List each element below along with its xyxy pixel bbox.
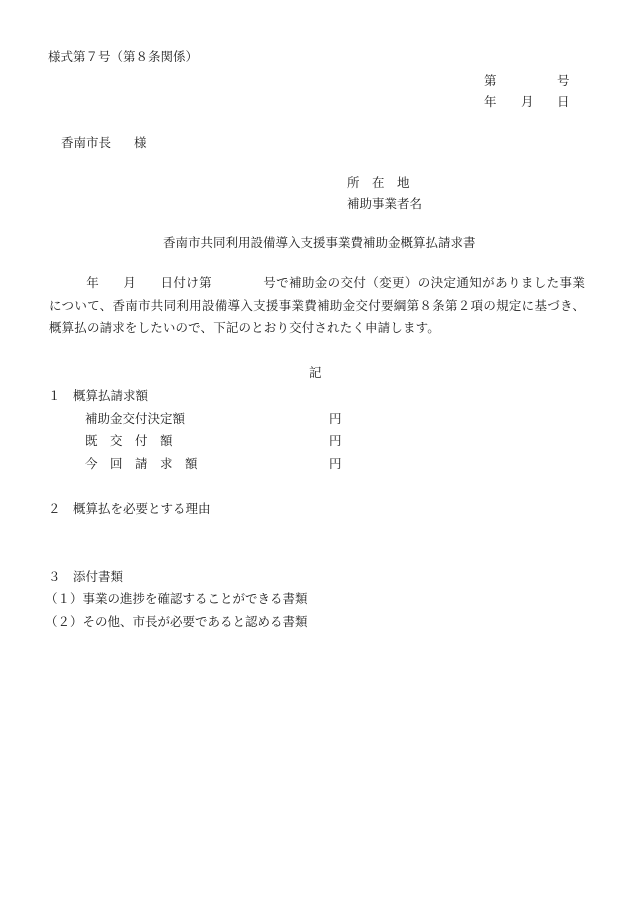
attachment-item: （１）事業の進捗を確認することができる書類 [45, 591, 308, 606]
section1-row-unit: 円 [329, 433, 342, 448]
doc-number-go: 号 [557, 73, 570, 88]
section1-row-unit: 円 [329, 411, 342, 426]
section1-heading: １ 概算払請求額 [48, 388, 149, 403]
form-label: 様式第７号（第８条関係） [48, 49, 199, 64]
doc-date-tsuki: 月 [521, 94, 534, 109]
applicant-address-label: 所 在 地 [347, 175, 410, 190]
doc-date-hi: 日 [557, 94, 570, 109]
addressee-name: 香南市長 [61, 135, 112, 150]
applicant-name-label: 補助事業者名 [347, 196, 423, 211]
section1-row-label: 補助金交付決定額 [85, 411, 186, 426]
doc-number-dai: 第 [484, 73, 497, 88]
section1-row-label: 既 交 付 額 [85, 433, 173, 448]
body-hizuke: 日付け第 [160, 275, 212, 290]
body-nen: 年 [86, 275, 100, 290]
attachment-item: （２）その他、市長が必要であると認める書類 [45, 614, 308, 629]
body-paragraph [49, 272, 585, 340]
document-title: 香南市共同利用設備導入支援事業費補助金概算払請求書 [163, 235, 476, 250]
body-tsuki: 月 [123, 275, 137, 290]
section1-row-unit: 円 [329, 456, 342, 471]
section3-heading: ３ 添付書類 [48, 569, 124, 584]
body-text: 号で補助金の交付（変更）の決定通知がありました事業について、香南市共同利用設備導入支援事業費補助金交付要綱第８条第２項の規定に基づき、概算払の請求をしたいので、下記のとおり交付されたく申請します。 [49, 275, 585, 335]
ki-heading: 記 [309, 365, 322, 380]
section2-heading: ２ 概算払を必要とする理由 [48, 501, 211, 516]
addressee-honorific: 様 [134, 135, 147, 150]
section1-row-label: 今 回 請 求 額 [85, 456, 198, 471]
doc-date-nen: 年 [484, 94, 497, 109]
